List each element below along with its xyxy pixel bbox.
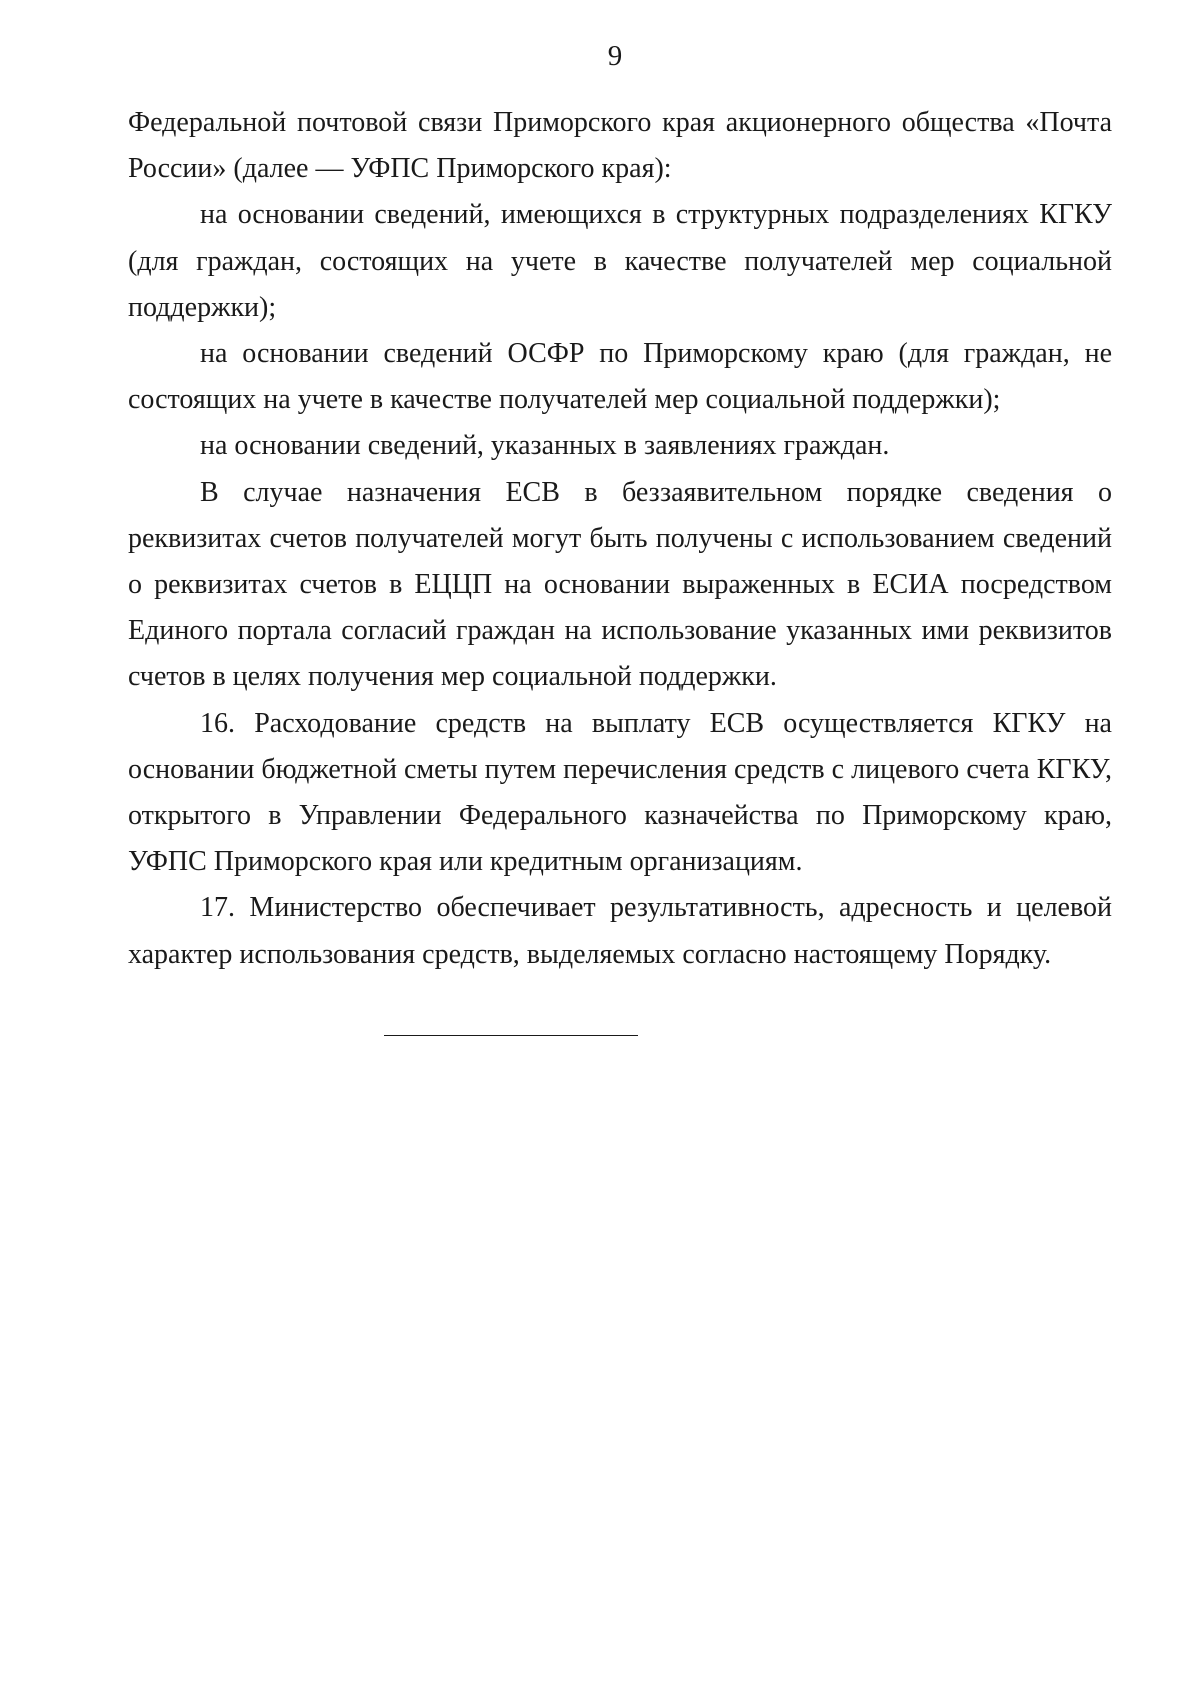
paragraph-continuation: Федеральной почтовой связи Приморского края акционерного общества «Почта России» (далее — УФПС Приморского края): — [128, 107, 1112, 185]
paragraph-kgku-data: на основании сведений, имеющихся в структурных подразделениях КГКУ (для граждан, состоящих на учете в качестве получателей мер социальной поддержки); — [128, 199, 1112, 323]
end-of-document-rule — [384, 1035, 638, 1036]
paragraph-applications-data: на основании сведений, указанных в заявлениях граждан. — [200, 430, 890, 462]
paragraph-item-17: 17. Министерство обеспечивает результативность, адресность и целевой характер использования средств, выделяемых согласно настоящему Порядку. — [128, 892, 1112, 970]
paragraph-osfr-data: на основании сведений ОСФР по Приморскому краю (для граждан, не состоящих на учете в качестве получателей мер социальной поддержки); — [128, 338, 1112, 416]
document-body — [128, 100, 1112, 978]
paragraph-item-16: 16. Расходование средств на выплату ЕСВ осуществляется КГКУ на основании бюджетной сметы путем перечисления средств с лицевого счета КГКУ, открытого в Управлении Федерального казначейства по Приморскому краю, УФПС Приморского края или кредитным организациям. — [128, 707, 1112, 878]
paragraph-esv-accounts: В случае назначения ЕСВ в беззаявительном порядке сведения о реквизитах счетов получателей могут быть получены с использованием сведений о реквизитах счетов в ЕЦЦП на основании выраженных в ЕСИА посредством Единого портала согласий граждан на использование указанных ими реквизитов счетов в целях получения мер социальной поддержки. — [128, 476, 1112, 693]
page-number: 9 — [607, 40, 623, 72]
